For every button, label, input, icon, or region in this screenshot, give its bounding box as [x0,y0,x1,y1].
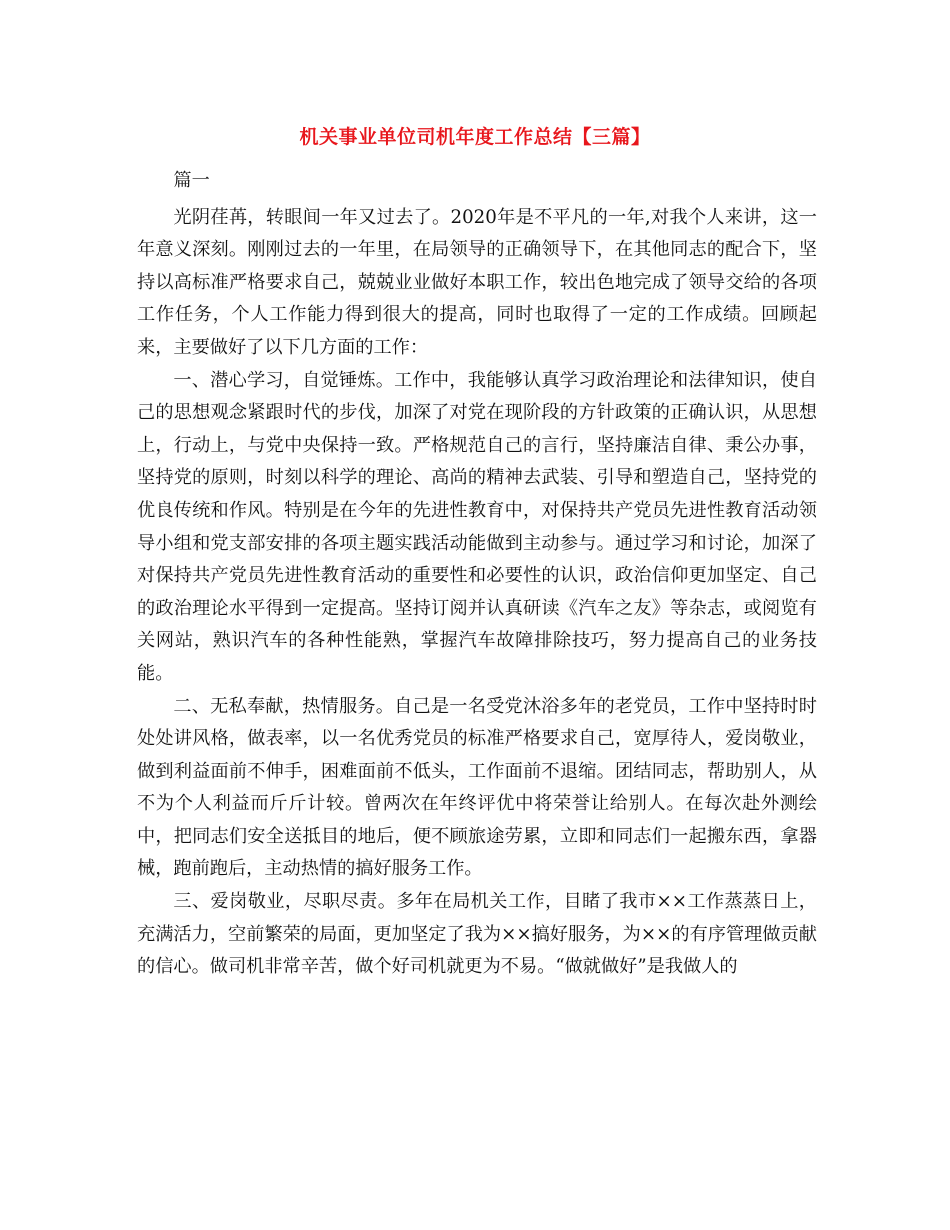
paragraph-study: 一、潜心学习，自觉锤炼。工作中，我能够认真学习政治理论和法律知识，使自己的思想观念紧跟时代的步伐，加深了对党在现阶段的方针政策的正确认识，从思想上，行动上，与党中央保持一致。严格规范自己的言行，坚持廉洁自律、秉公办事，坚持党的原则，时刻以科学的理论、高尚的精神去武装、引导和塑造自己，坚持党的优良传统和作风。特别是在今年的先进性教育中，对保持共产党员先进性教育活动领导小组和党支部安排的各项主题实践活动能做到主动参与。通过学习和讨论，加深了对保持共产党员先进性教育活动的重要性和必要性的认识，政治信仰更加坚定、自己的政治理论水平得到一定提高。坚持订阅并认真研读《汽车之友》等杂志，或阅览有关网站，熟识汽车的各种性能熟，掌握汽车故障排除技巧，努力提高自己的业务技能。 [137,369,817,684]
document-title: 机关事业单位司机年度工作总结【三篇】 [299,126,651,148]
paragraph-service: 二、无私奉献，热情服务。自己是一名受党沐浴多年的老党员，工作中坚持时时处处讲风格，做表率，以一名优秀党员的标准严格要求自己，宽厚待人，爱岗敬业，做到利益面前不伸手，困难面前不低头，工作面前不退缩。团结同志，帮助别人，从不为个人利益而斤斤计较。曾两次在年终评优中将荣誉让给别人。在每次赴外测绘中，把同志们安全送抵目的地后，便不顾旅途劳累，立即和同志们一起搬东西，拿器械，跑前跑后，主动热情的搞好服务工作。 [137,695,817,880]
document-body [137,165,817,984]
section-label: 篇一 [173,170,210,191]
paragraph-intro: 光阴荏苒，转眼间一年又过去了。2020年是不平凡的一年,对我个人来讲，这一年意义深刻。刚刚过去的一年里，在局领导的正确领导下，在其他同志的配合下，坚持以高标准严格要求自己，兢兢业业做好本职工作，较出色地完成了领导交给的各项工作任务，个人工作能力得到很大的提高，同时也取得了一定的工作成绩。回顾起来，主要做好了以下几方面的工作： [137,206,817,358]
paragraph-dedication: 三、爱岗敬业，尽职尽责。多年在局机关工作，目睹了我市××工作蒸蒸日上，充满活力，空前繁荣的局面，更加坚定了我为××搞好服务，为××的有序管理做贡献的信心。做司机非常辛苦，做个好司机就更为不易。“做就做好”是我做人的 [137,891,817,978]
